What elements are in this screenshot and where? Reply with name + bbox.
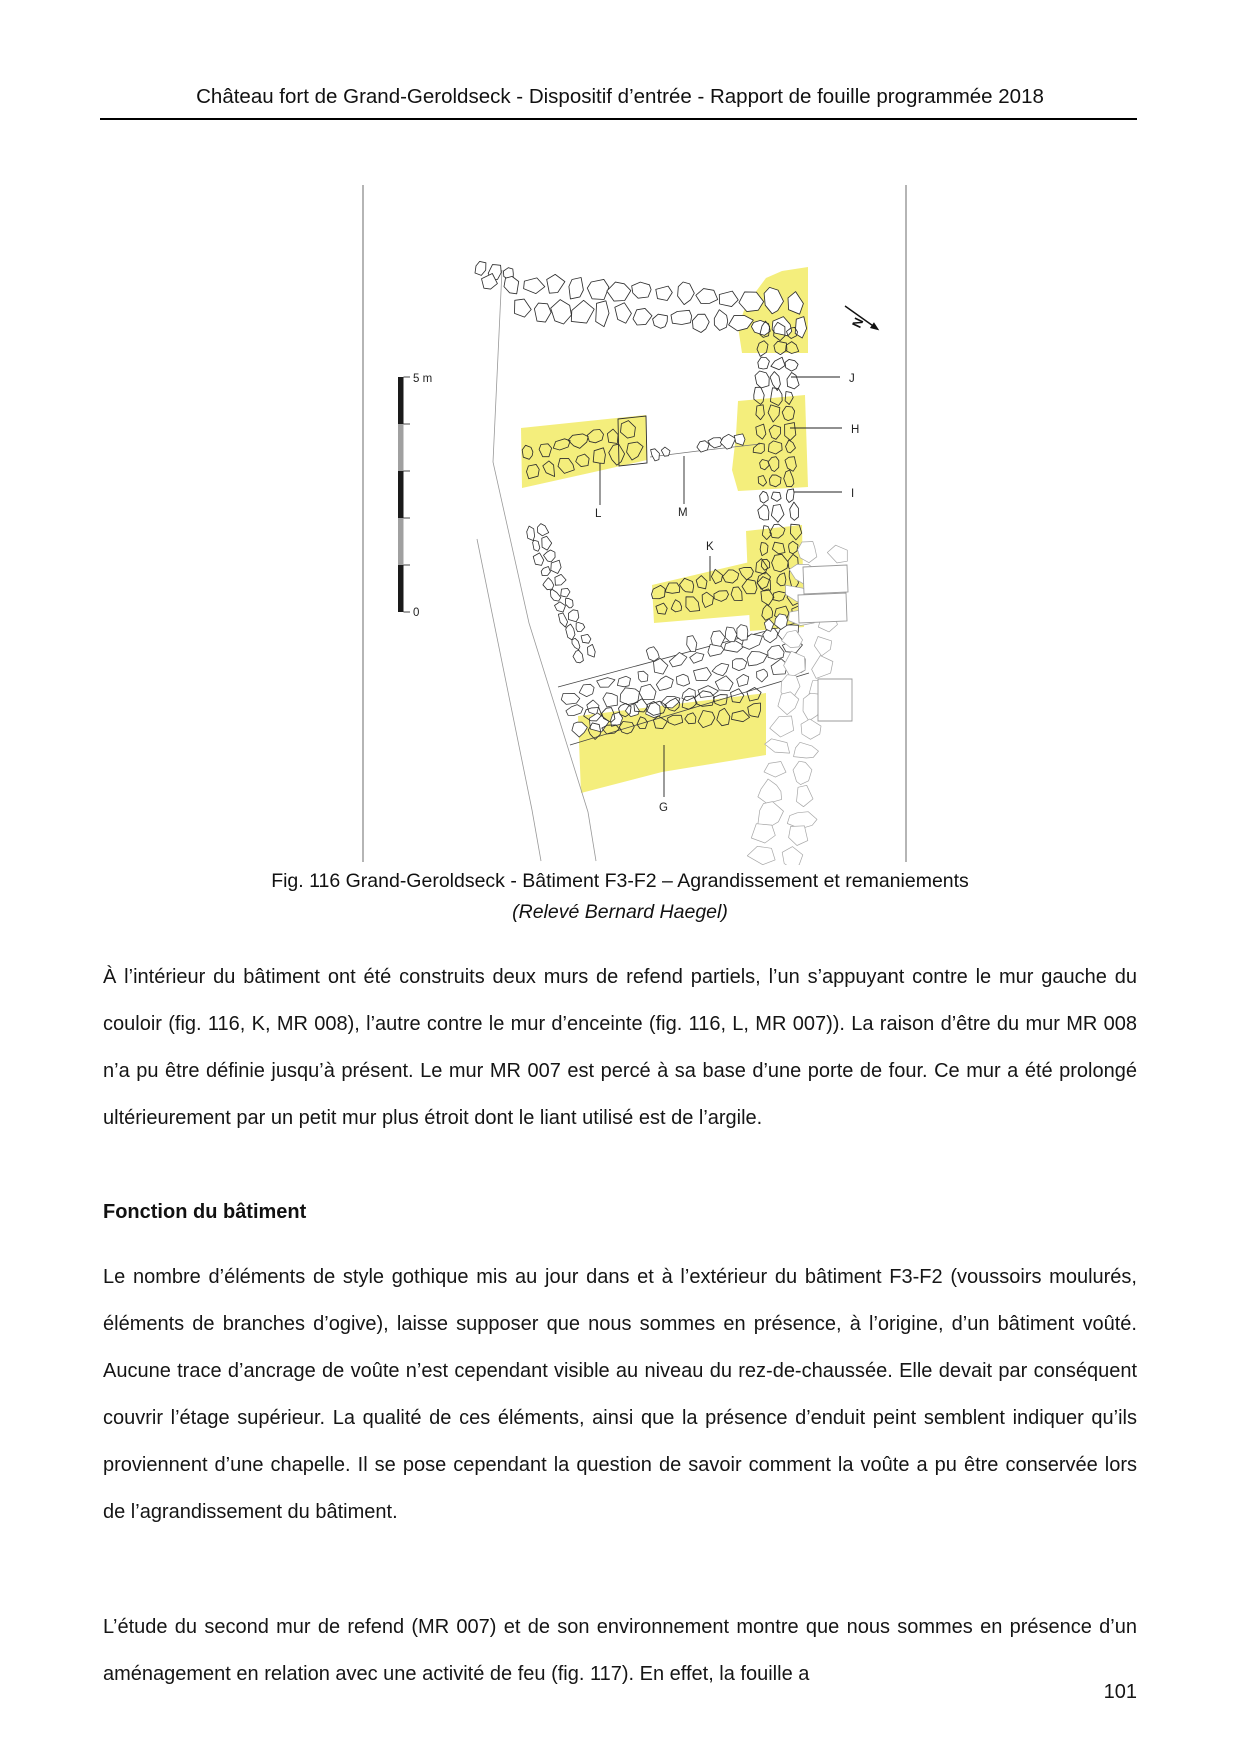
paragraph-1: À l’intérieur du bâtiment ont été construits deux murs de refend partiels, l’un s’appuyant contre le mur gauche du couloir (fig. 116, K, MR 008), l’autre contre le mur d’enceinte (fig. 116, L, MR 007)). La raison d’être du mur MR 008 n’a pu être définie jusqu’à présent. Le mur MR 007 est percé à sa base d’une porte de four. Ce mur a été prolongé ultérieurement par un petit mur plus étroit dont le liant utilisé est de l’argile. bbox=[103, 966, 1137, 1129]
plan-label-J bbox=[791, 373, 855, 385]
highlight-wall-K bbox=[652, 557, 774, 623]
site-plan-svg bbox=[362, 175, 908, 865]
stones-mid-stones-a bbox=[651, 447, 670, 461]
svg-text:L: L bbox=[595, 508, 602, 520]
terrain-2 bbox=[477, 539, 541, 861]
outer-rect-2 bbox=[798, 593, 847, 623]
north-arrow-icon bbox=[845, 306, 879, 330]
scale-bottom-label: 0 bbox=[413, 607, 420, 619]
north-letter: N bbox=[848, 315, 867, 331]
page-number: 101 bbox=[1103, 1681, 1137, 1703]
paragraph-2: Le nombre d’éléments de style gothique mis au jour dans et à l’extérieur du bâtiment F3-F2 (voussoirs moulurés, éléments de branches d’ogive), laisse supposer que nous sommes en présence, à l’origine, d’un bâtiment voûté. Aucune trace d’ancrage de voûte n’est cependant visible au niveau du rez-de-chaussée. Elle devait par conséquent couvrir l’étage supérieur. La qualité de ces éléments, ainsi que la présence d’enduit peint semblent indiquer qu’ils proviennent d’une chapelle. Il se pose cependant la question de savoir comment la voûte a pu être conservée lors de l’agrandissement du bâtiment. bbox=[103, 1266, 1137, 1523]
section-heading: Fonction du bâtiment bbox=[103, 1201, 307, 1223]
paragraph-3: L’étude du second mur de refend (MR 007) et de son environnement montre que nous sommes en présence d’un aménagement en relation avec une activité de feu (fig. 117). En effet, la fouille a bbox=[103, 1616, 1137, 1685]
plan-label-L bbox=[595, 463, 602, 520]
outer-rect-3 bbox=[818, 679, 852, 721]
plan-label-I bbox=[794, 488, 854, 500]
svg-text:H: H bbox=[851, 424, 860, 436]
svg-text:M: M bbox=[678, 507, 688, 519]
figure-panel bbox=[362, 175, 908, 865]
svg-text:K: K bbox=[706, 541, 714, 553]
svg-text:G: G bbox=[659, 802, 668, 814]
plan-label-M bbox=[678, 456, 688, 519]
header-rule bbox=[100, 118, 1137, 120]
svg-text:I: I bbox=[851, 488, 855, 500]
figure-caption bbox=[103, 866, 1137, 928]
stones-left-column bbox=[527, 524, 596, 663]
page-header-title: Château fort de Grand-Geroldseck - Dispositif d’entrée - Rapport de fouille programmée 2018 bbox=[196, 85, 1044, 108]
scale-top-label: 5 m bbox=[413, 373, 433, 385]
outer-rect-1 bbox=[803, 565, 848, 594]
scale-bar bbox=[398, 373, 432, 619]
figure-caption-line2: (Relevé Bernard Haegel) bbox=[512, 901, 728, 923]
svg-text:J: J bbox=[849, 373, 855, 385]
figure-caption-line1: Fig. 116 Grand-Geroldseck - Bâtiment F3-F2 – Agrandissement et remaniements bbox=[271, 870, 969, 892]
